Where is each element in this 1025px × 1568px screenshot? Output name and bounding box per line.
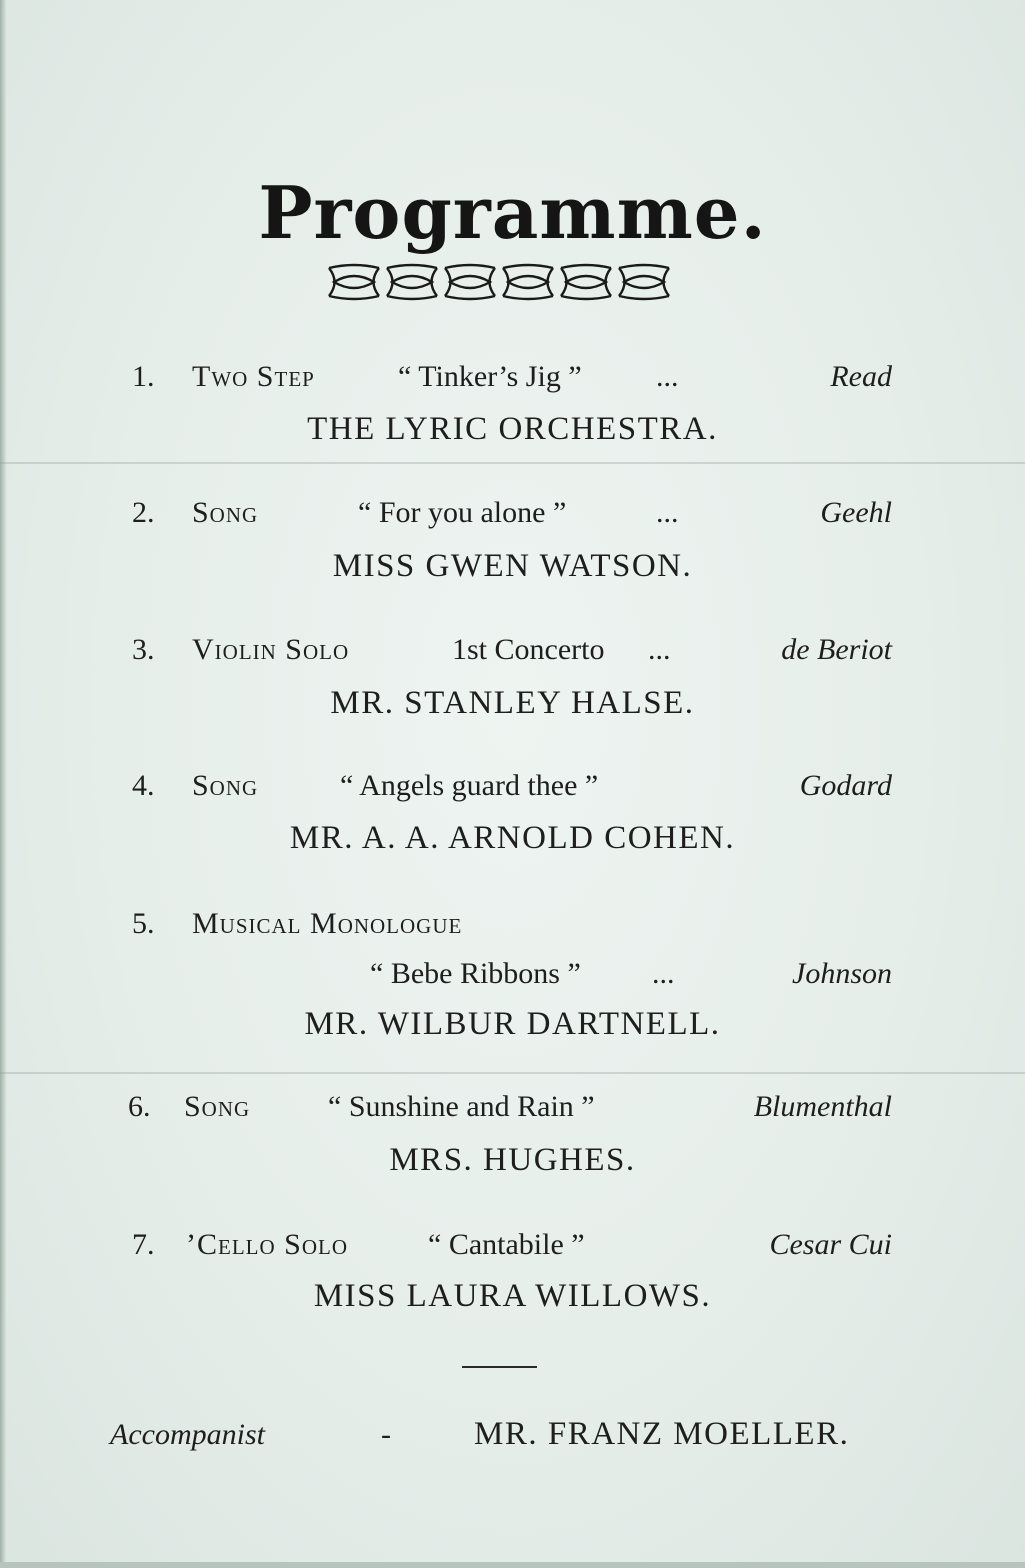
item-kind: Two Step [192,360,315,393]
item-composer: Geehl [820,496,892,529]
item-dots: ... [656,360,679,393]
item-number: 1. [132,360,155,393]
item-composer: Godard [799,769,892,802]
item-dots: ... [656,496,679,529]
item-performer: MRS. HUGHES. [389,1142,636,1178]
item-composer: Cesar Cui [769,1228,892,1261]
item-piece: “ Bebe Ribbons ” [370,957,581,990]
programme-title: Programme. [258,170,767,255]
accompanist-dash: - [381,1418,391,1451]
item-composer: Johnson [792,957,892,990]
item-composer: Read [830,360,892,393]
item-piece: “ Cantabile ” [428,1228,585,1261]
item-performer: MR. A. A. ARNOLD COHEN. [289,820,736,856]
item-number: 4. [132,769,155,802]
divider-rule [462,1366,537,1368]
item-performer: THE LYRIC ORCHESTRA. [307,411,718,447]
accompanist-label: Accompanist [110,1418,265,1451]
item-piece: 1st Concerto [452,633,605,666]
item-number: 7. [132,1228,155,1261]
accompanist-name: MR. FRANZ MOELLER. [474,1416,850,1452]
paper-fold-upper [0,462,1025,464]
item-kind: Song [184,1090,251,1123]
item-number: 3. [132,633,155,666]
item-performer: MISS LAURA WILLOWS. [313,1278,712,1314]
item-number: 2. [132,496,155,529]
item-kind: Song [192,496,259,529]
item-kind: Musical Monologue [192,907,463,940]
item-dots: ... [648,633,671,666]
item-piece: “ Tinker’s Jig ” [398,360,582,393]
item-composer: de Beriot [781,633,892,666]
item-piece: “ Angels guard thee ” [340,769,599,802]
item-performer: MISS GWEN WATSON. [332,548,693,584]
item-piece: “ Sunshine and Rain ” [328,1090,595,1123]
item-piece: “ For you alone ” [358,496,567,529]
item-composer: Blumenthal [753,1090,892,1123]
item-performer: MR. WILBUR DARTNELL. [304,1006,721,1042]
paper-edge-bottom [0,1562,1025,1568]
item-dots: ... [652,957,675,990]
item-number: 6. [128,1090,151,1123]
item-number: 5. [132,907,155,940]
item-kind: Song [192,769,259,802]
paper-fold-lower [0,1072,1025,1074]
item-performer: MR. STANLEY HALSE. [330,685,695,721]
item-kind: Violin Solo [192,633,350,666]
item-kind: ’Cello Solo [186,1228,348,1261]
title-ornament [326,262,676,302]
